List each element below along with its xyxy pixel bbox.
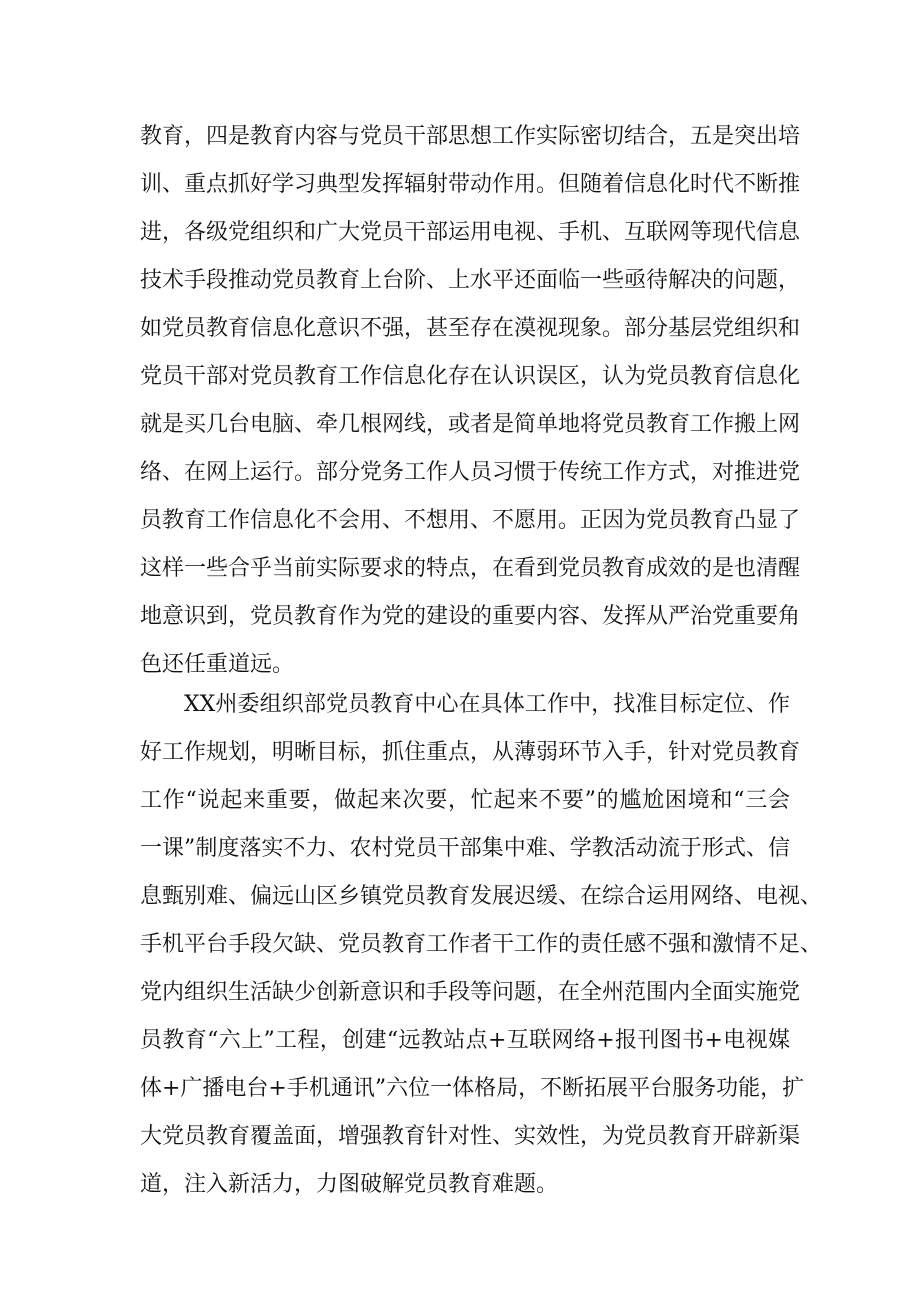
text-line: 工作“说起来重要，做起来次要，忙起来不要”的尴尬困境和“三会 — [140, 788, 790, 813]
text-line: 技术手段推动党员教育上台阶、上水平还面临一些亟待解决的问题， — [140, 268, 801, 293]
body-paragraph-1 — [140, 113, 801, 689]
text-line: 教育，四是教育内容与党员干部思想工作实际密切结合，五是突出培 — [140, 124, 801, 149]
text-line: 手机平台手段欠缺、党员教育工作者干工作的责任感不强和激情不足、 — [140, 932, 823, 957]
text-line: 这样一些合乎当前实际要求的特点，在看到党员教育成效的是也清醒 — [140, 556, 801, 581]
text-line: 络、在网上运行。部分党务工作人员习惯于传统工作方式，对推进党 — [140, 460, 801, 485]
text-line: 道，注入新活力，力图破解党员教育难题。 — [140, 1172, 559, 1197]
text-line: 党员干部对党员教育工作信息化存在认识误区，认为党员教育信息化 — [140, 364, 801, 389]
text-line: 好工作规划，明晰目标，抓住重点，从薄弱环节入手，针对党员教育 — [140, 740, 801, 765]
text-line: 员教育工作信息化不会用、不想用、不愿用。正因为党员教育凸显了 — [140, 508, 801, 533]
text-line: 体+广播电台+手机通讯”六位一体格局，不断拓展平台服务功能，扩 — [140, 1076, 805, 1101]
text-line: 息甄别难、偏远山区乡镇党员教育发展迟缓、在综合运用网络、电视、 — [140, 884, 823, 909]
text-line: 色还任重道远。 — [140, 652, 295, 677]
text-line: 进，各级党组织和广大党员干部运用电视、手机、互联网等现代信息 — [140, 220, 801, 245]
text-line: XX州委组织部党员教育中心在具体工作中，找准目标定位、作 — [184, 692, 790, 717]
text-line: 地意识到，党员教育作为党的建设的重要内容、发挥从严治党重要角 — [140, 604, 801, 629]
text-line: 训、重点抓好学习典型发挥辐射带动作用。但随着信息化时代不断推 — [140, 172, 801, 197]
text-line: 就是买几台电脑、牵几根网线，或者是简单地将党员教育工作搬上网 — [140, 412, 801, 437]
text-line: 员教育“六上”工程，创建“远教站点+互联网络+报刊图书+电视媒 — [140, 1028, 790, 1053]
text-line: 一课”制度落实不力、农村党员干部集中难、学教活动流于形式、信 — [140, 836, 790, 861]
text-line: 党内组织生活缺少创新意识和手段等问题，在全州范围内全面实施党 — [140, 980, 801, 1005]
body-paragraph-2 — [140, 681, 823, 1209]
text-line: 如党员教育信息化意识不强，甚至存在漠视现象。部分基层党组织和 — [140, 316, 801, 341]
text-line: 大党员教育覆盖面，增强教育针对性、实效性，为党员教育开辟新渠 — [140, 1124, 801, 1149]
